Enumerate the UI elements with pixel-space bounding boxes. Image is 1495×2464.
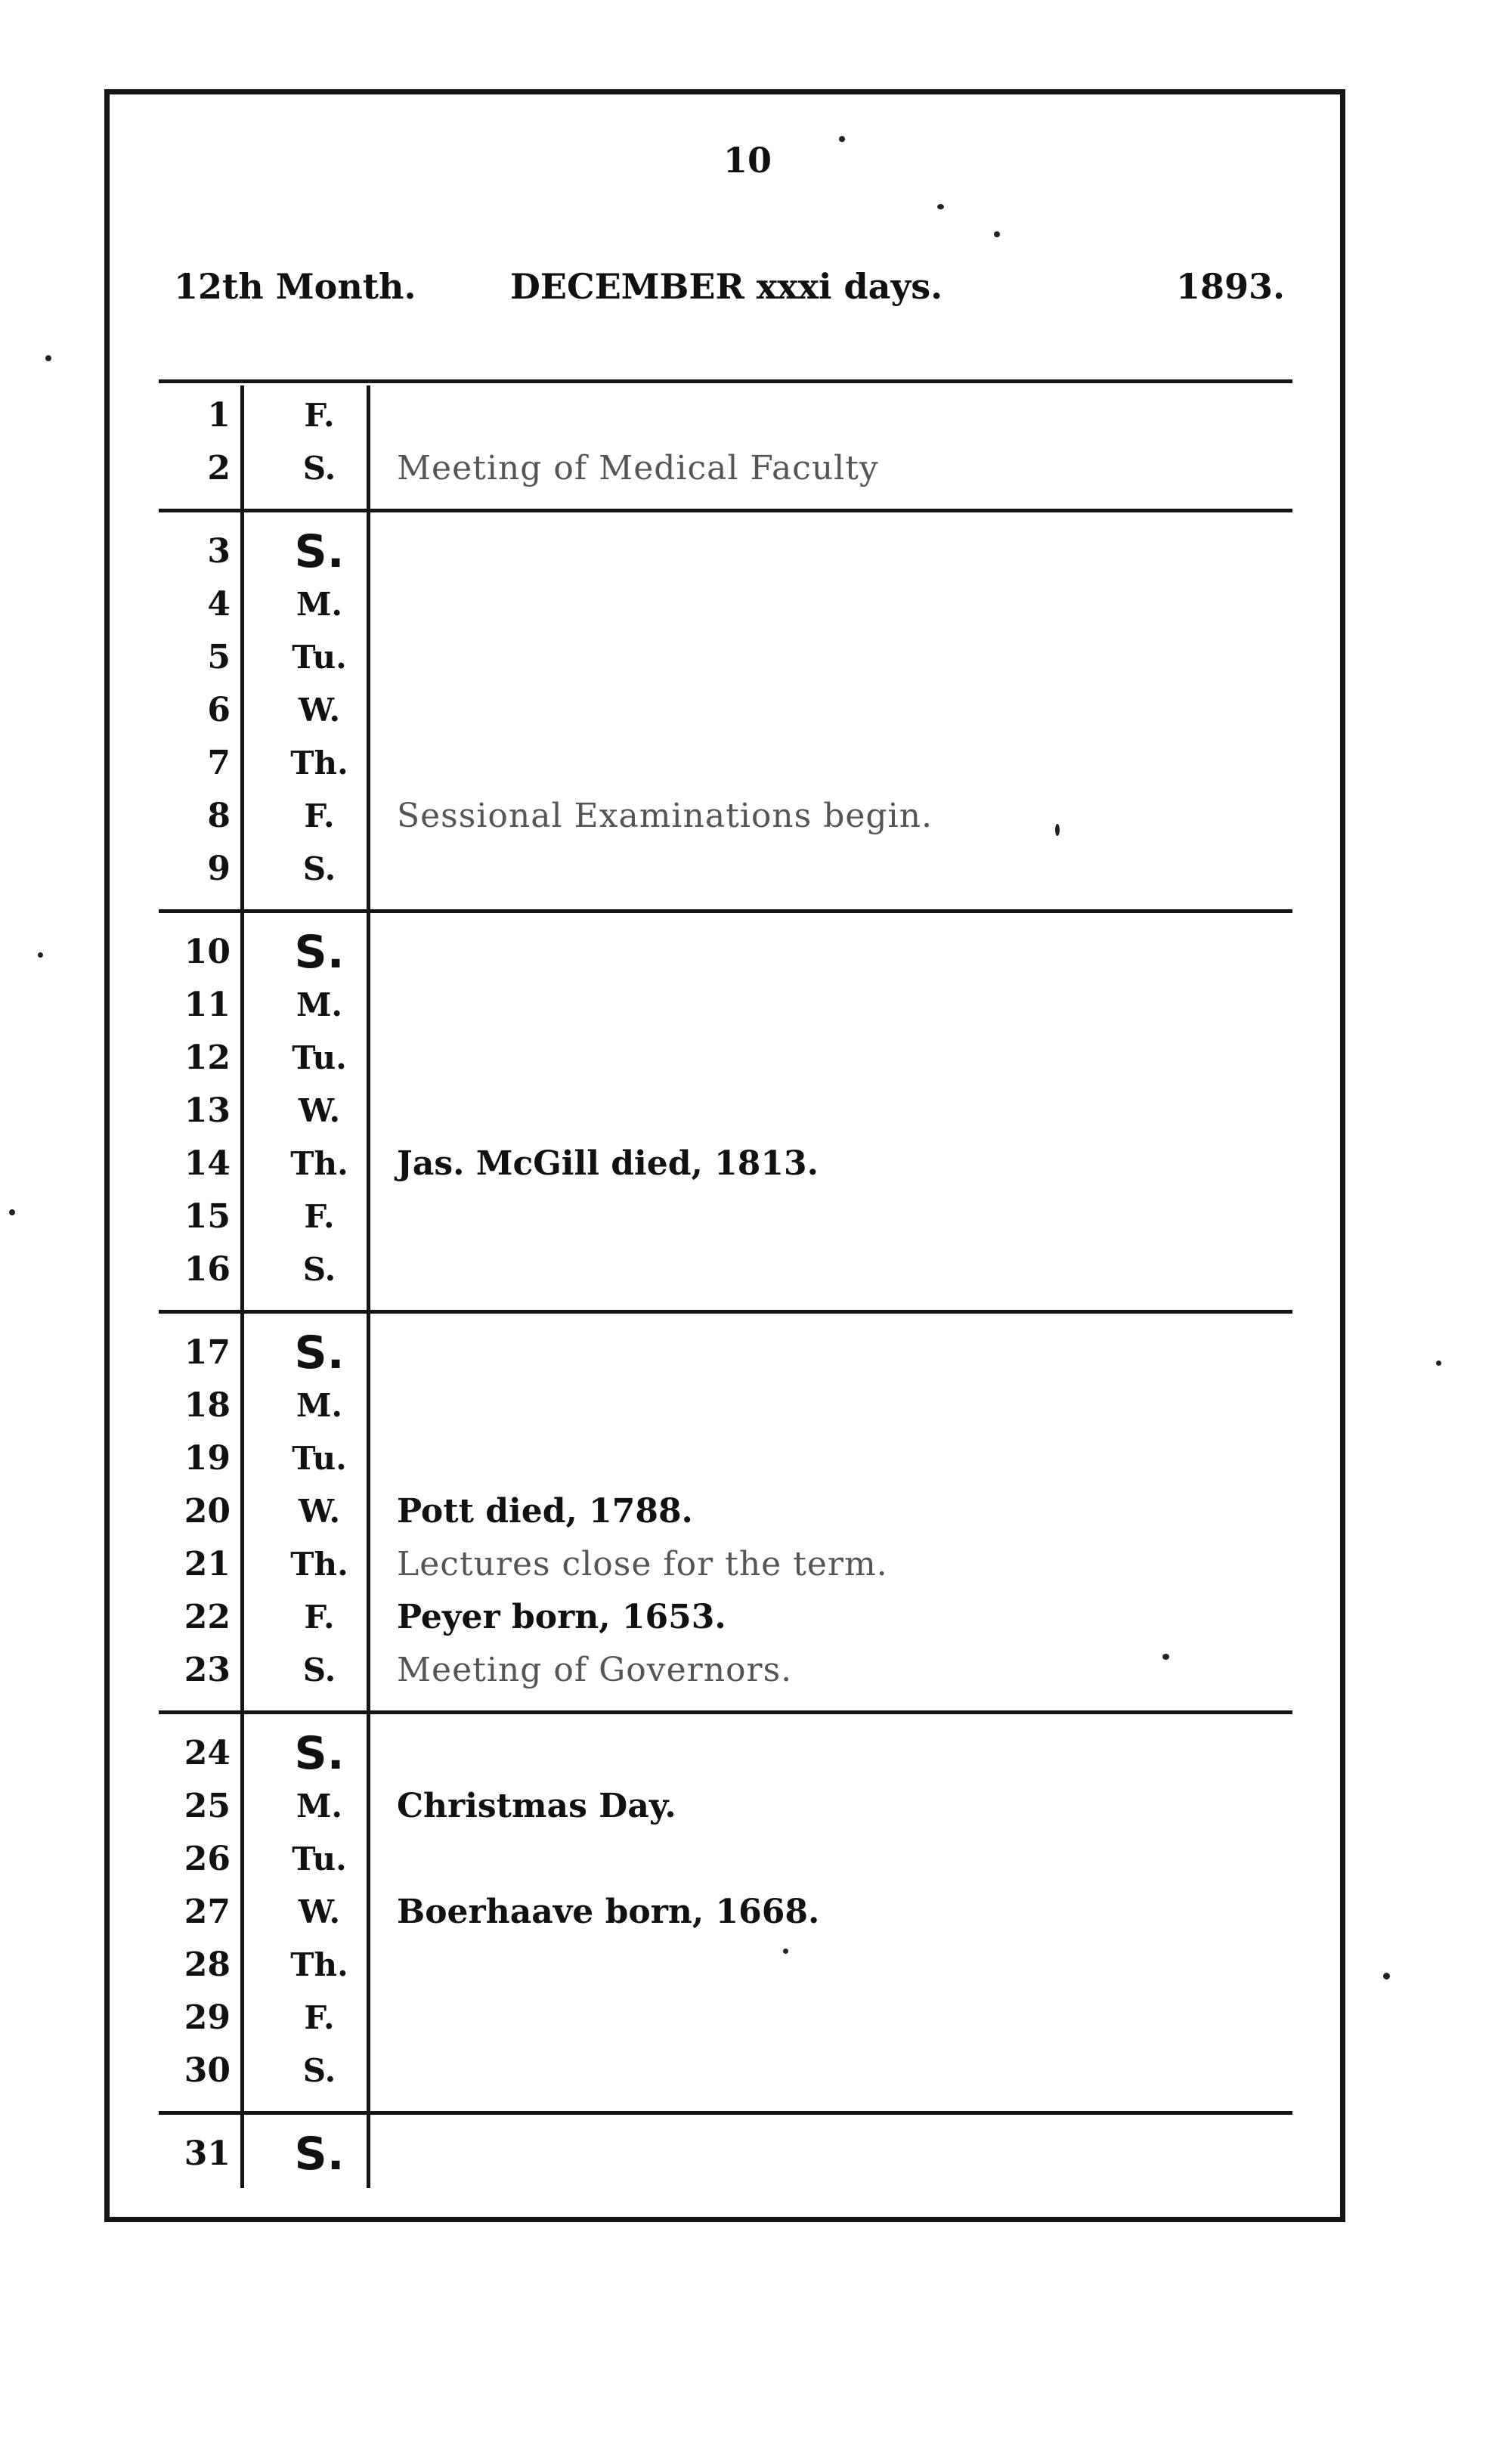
- calendar-row: [159, 1485, 1292, 1538]
- day-number: 18: [184, 1386, 231, 1425]
- calendar-row: [159, 684, 1292, 737]
- week-divider: [159, 1310, 1292, 1314]
- weekday: Th.: [290, 1145, 348, 1182]
- day-number: 26: [184, 1840, 231, 1878]
- calendar-row: [159, 1591, 1292, 1644]
- table-top-rule: [159, 379, 1292, 383]
- calendar-row: [159, 843, 1292, 896]
- day-number: 30: [184, 2051, 231, 2090]
- day-column-separator: [240, 385, 244, 2188]
- weekday: M.: [296, 986, 343, 1023]
- day-number: 10: [184, 933, 231, 971]
- calendar-row: [159, 1939, 1292, 1992]
- calendar-row: [159, 1886, 1292, 1939]
- weekday: Tu.: [292, 1039, 347, 1076]
- day-note: Sessional Examinations begin.: [397, 797, 933, 835]
- calendar-row: [159, 926, 1292, 979]
- day-number: 24: [184, 1734, 231, 1772]
- weekday-column-separator: [367, 385, 370, 2188]
- calendar-row: [159, 790, 1292, 843]
- ink-speck: [1055, 824, 1060, 836]
- month-label: 12th Month.: [174, 266, 416, 307]
- calendar-row: [159, 1780, 1292, 1833]
- day-number: 28: [184, 1946, 231, 1984]
- day-number: 2: [207, 449, 231, 488]
- week-divider: [159, 1710, 1292, 1714]
- calendar-header: [174, 266, 1285, 319]
- ink-speck: [994, 231, 1000, 237]
- day-number: 4: [207, 585, 231, 624]
- weekday: Th.: [290, 744, 348, 782]
- day-note: Pott died, 1788.: [397, 1492, 693, 1531]
- day-number: 20: [184, 1492, 231, 1531]
- day-number: 3: [207, 532, 231, 571]
- weekday: S.: [302, 450, 336, 487]
- day-number: 7: [207, 744, 231, 782]
- ink-speck: [783, 1949, 788, 1954]
- day-number: 29: [184, 1998, 231, 2037]
- day-number: 1: [207, 396, 231, 435]
- day-number: 22: [184, 1598, 231, 1636]
- weekday: S.: [294, 1727, 345, 1780]
- day-note: Boerhaave born, 1668.: [397, 1893, 820, 1931]
- weekday: M.: [296, 1387, 343, 1424]
- weekday: F.: [304, 1999, 335, 2036]
- day-note: Peyer born, 1653.: [397, 1598, 726, 1636]
- ink-speck: [1383, 1973, 1390, 1980]
- weekday: W.: [298, 692, 341, 729]
- ink-speck: [1436, 1360, 1441, 1366]
- calendar-row: [159, 578, 1292, 631]
- weekday: M.: [296, 1788, 343, 1825]
- weekday: W.: [298, 1893, 341, 1930]
- day-number: 16: [184, 1250, 231, 1289]
- day-number: 15: [184, 1197, 231, 1236]
- calendar-row: [159, 1644, 1292, 1697]
- weekday: Tu.: [292, 1840, 347, 1877]
- weekday: W.: [298, 1493, 341, 1530]
- weekday: S.: [302, 2052, 336, 2089]
- weekday: S.: [302, 850, 336, 887]
- weekday: Tu.: [292, 1440, 347, 1477]
- day-number: 21: [184, 1545, 231, 1583]
- month-title: DECEMBER xxxi days.: [510, 266, 943, 307]
- weekday: S.: [294, 2128, 345, 2181]
- day-number: 31: [184, 2134, 231, 2173]
- weekday: Th.: [290, 1546, 348, 1583]
- day-number: 11: [184, 986, 231, 1024]
- day-number: 13: [184, 1091, 231, 1130]
- calendar-row: [159, 2045, 1292, 2097]
- week-divider: [159, 509, 1292, 512]
- calendar-row: [159, 1032, 1292, 1085]
- ink-speck: [937, 204, 944, 209]
- weekday: W.: [298, 1092, 341, 1129]
- calendar-row: [159, 1138, 1292, 1190]
- day-number: 27: [184, 1893, 231, 1931]
- calendar-row: [159, 631, 1292, 684]
- weekday: S.: [294, 926, 345, 979]
- calendar-row: [159, 1432, 1292, 1485]
- day-note: Christmas Day.: [397, 1787, 676, 1825]
- ink-speck: [9, 1209, 15, 1215]
- weekday: S.: [294, 1326, 345, 1379]
- weekday: F.: [304, 1599, 335, 1636]
- weekday: S.: [302, 1651, 336, 1689]
- day-number: 9: [207, 850, 231, 888]
- day-number: 14: [184, 1144, 231, 1183]
- day-number: 25: [184, 1787, 231, 1825]
- weekday: Th.: [290, 1946, 348, 1983]
- calendar-row: [159, 525, 1292, 578]
- day-note: Lectures close for the term.: [397, 1545, 888, 1583]
- page-number: 10: [723, 140, 772, 181]
- calendar-row: [159, 2128, 1292, 2181]
- week-divider: [159, 909, 1292, 913]
- calendar-row: [159, 737, 1292, 790]
- day-note: Meeting of Governors.: [397, 1651, 793, 1689]
- weekday: S.: [302, 1251, 336, 1288]
- calendar-row: [159, 1085, 1292, 1138]
- day-number: 17: [184, 1333, 231, 1372]
- day-number: 19: [184, 1439, 231, 1478]
- day-number: 5: [207, 638, 231, 676]
- day-number: 23: [184, 1651, 231, 1689]
- calendar-row: [159, 1833, 1292, 1886]
- calendar-row: [159, 1190, 1292, 1243]
- weekday: F.: [304, 397, 335, 434]
- ink-speck: [1162, 1654, 1169, 1660]
- calendar-row: [159, 1243, 1292, 1296]
- day-number: 12: [184, 1039, 231, 1077]
- weekday: M.: [296, 586, 343, 623]
- day-number: 6: [207, 691, 231, 729]
- calendar-row: [159, 389, 1292, 442]
- weekday: S.: [294, 525, 345, 578]
- calendar-row: [159, 442, 1292, 495]
- day-note: Jas. McGill died, 1813.: [397, 1144, 819, 1183]
- weekday: Tu.: [292, 639, 347, 676]
- ink-speck: [38, 952, 43, 958]
- year-label: 1893.: [1175, 266, 1285, 307]
- weekday: F.: [304, 797, 335, 834]
- ink-speck: [839, 136, 845, 142]
- calendar-row: [159, 1326, 1292, 1379]
- calendar-row: [159, 1538, 1292, 1591]
- ink-speck: [45, 355, 51, 361]
- week-divider: [159, 2111, 1292, 2115]
- calendar-row: [159, 979, 1292, 1032]
- day-note: Meeting of Medical Faculty: [397, 449, 879, 488]
- weekday: F.: [304, 1198, 335, 1235]
- calendar-row: [159, 1727, 1292, 1780]
- day-number: 8: [207, 797, 231, 835]
- calendar-row: [159, 1379, 1292, 1432]
- calendar-row: [159, 1992, 1292, 2045]
